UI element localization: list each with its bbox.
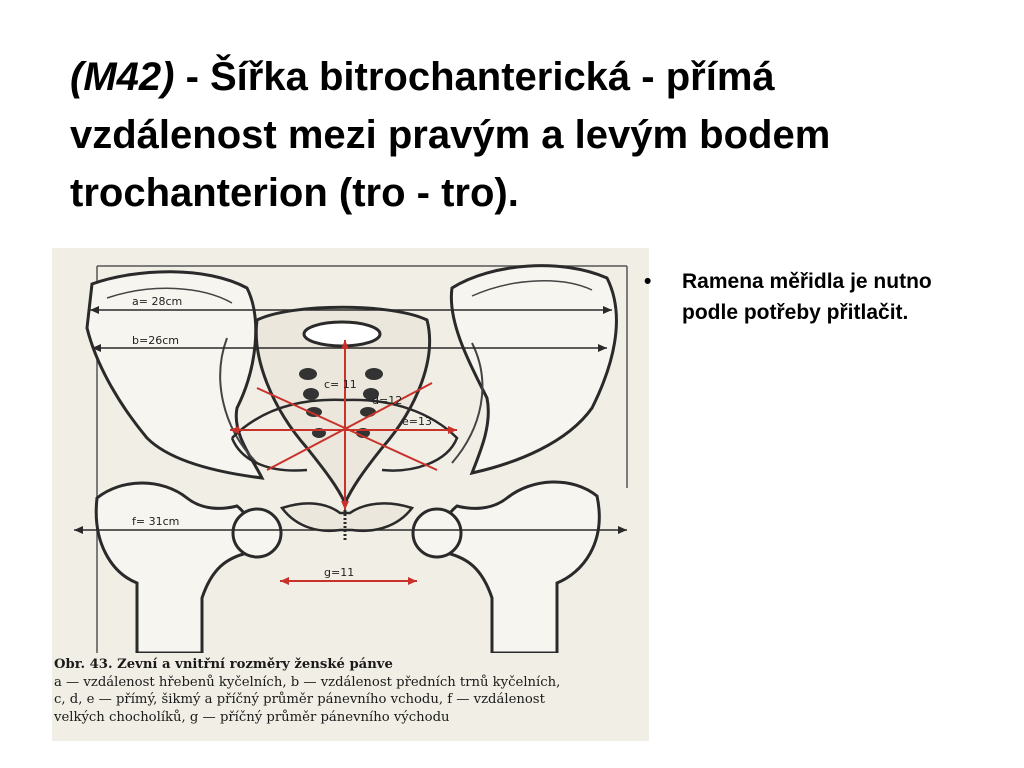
foramen-l2 bbox=[303, 388, 319, 400]
label-a: a= 28cm bbox=[132, 295, 183, 308]
label-d: d=12 bbox=[372, 394, 403, 407]
caption-heading: Obr. 43. Zevní a vnitřní rozměry ženské pánve bbox=[54, 657, 393, 672]
right-iliac-wing bbox=[451, 266, 616, 473]
foramen-l1 bbox=[299, 368, 317, 380]
bullet-item bbox=[640, 266, 980, 328]
title-text: - Šířka bitrochanterická - přímá vzdálenost mezi pravým a levým bodem trochanterion (tro - tro). bbox=[70, 55, 831, 215]
pelvis-illustration bbox=[52, 248, 652, 653]
label-e: e=13 bbox=[402, 415, 432, 428]
label-b: b=26cm bbox=[132, 334, 179, 347]
sacral-promontory bbox=[304, 322, 380, 346]
label-c: c= 11 bbox=[324, 378, 357, 391]
caption-line-2: c, d, e — přímý, šikmý a příčný průměr pánevního vchodu, f — vzdálenost bbox=[54, 692, 545, 707]
pubic-symphysis bbox=[282, 503, 412, 530]
title-code: (M42) bbox=[70, 55, 175, 99]
caption-line-1: a — vzdálenost hřebenů kyčelních, b — vzdálenost předních trnů kyčelních, bbox=[54, 674, 561, 690]
label-g: g=11 bbox=[324, 566, 355, 579]
foramen-r3 bbox=[360, 407, 376, 417]
left-femur bbox=[96, 483, 252, 653]
bullet-marker: • bbox=[644, 270, 652, 293]
left-femoral-head bbox=[233, 509, 281, 557]
bullet-list bbox=[640, 266, 980, 328]
caption-line-3: velkých chocholíků, g — příčný průměr pánevního východu bbox=[54, 709, 450, 725]
right-femoral-head bbox=[413, 509, 461, 557]
right-femur bbox=[442, 482, 599, 653]
foramen-r1 bbox=[365, 368, 383, 380]
bullet-text: Ramena měřidla je nutno podle potřeby přitlačit. bbox=[682, 270, 932, 324]
pelvis-figure bbox=[52, 248, 652, 741]
label-f: f= 31cm bbox=[132, 515, 180, 528]
figure-caption bbox=[54, 656, 646, 726]
slide-title bbox=[70, 48, 970, 222]
